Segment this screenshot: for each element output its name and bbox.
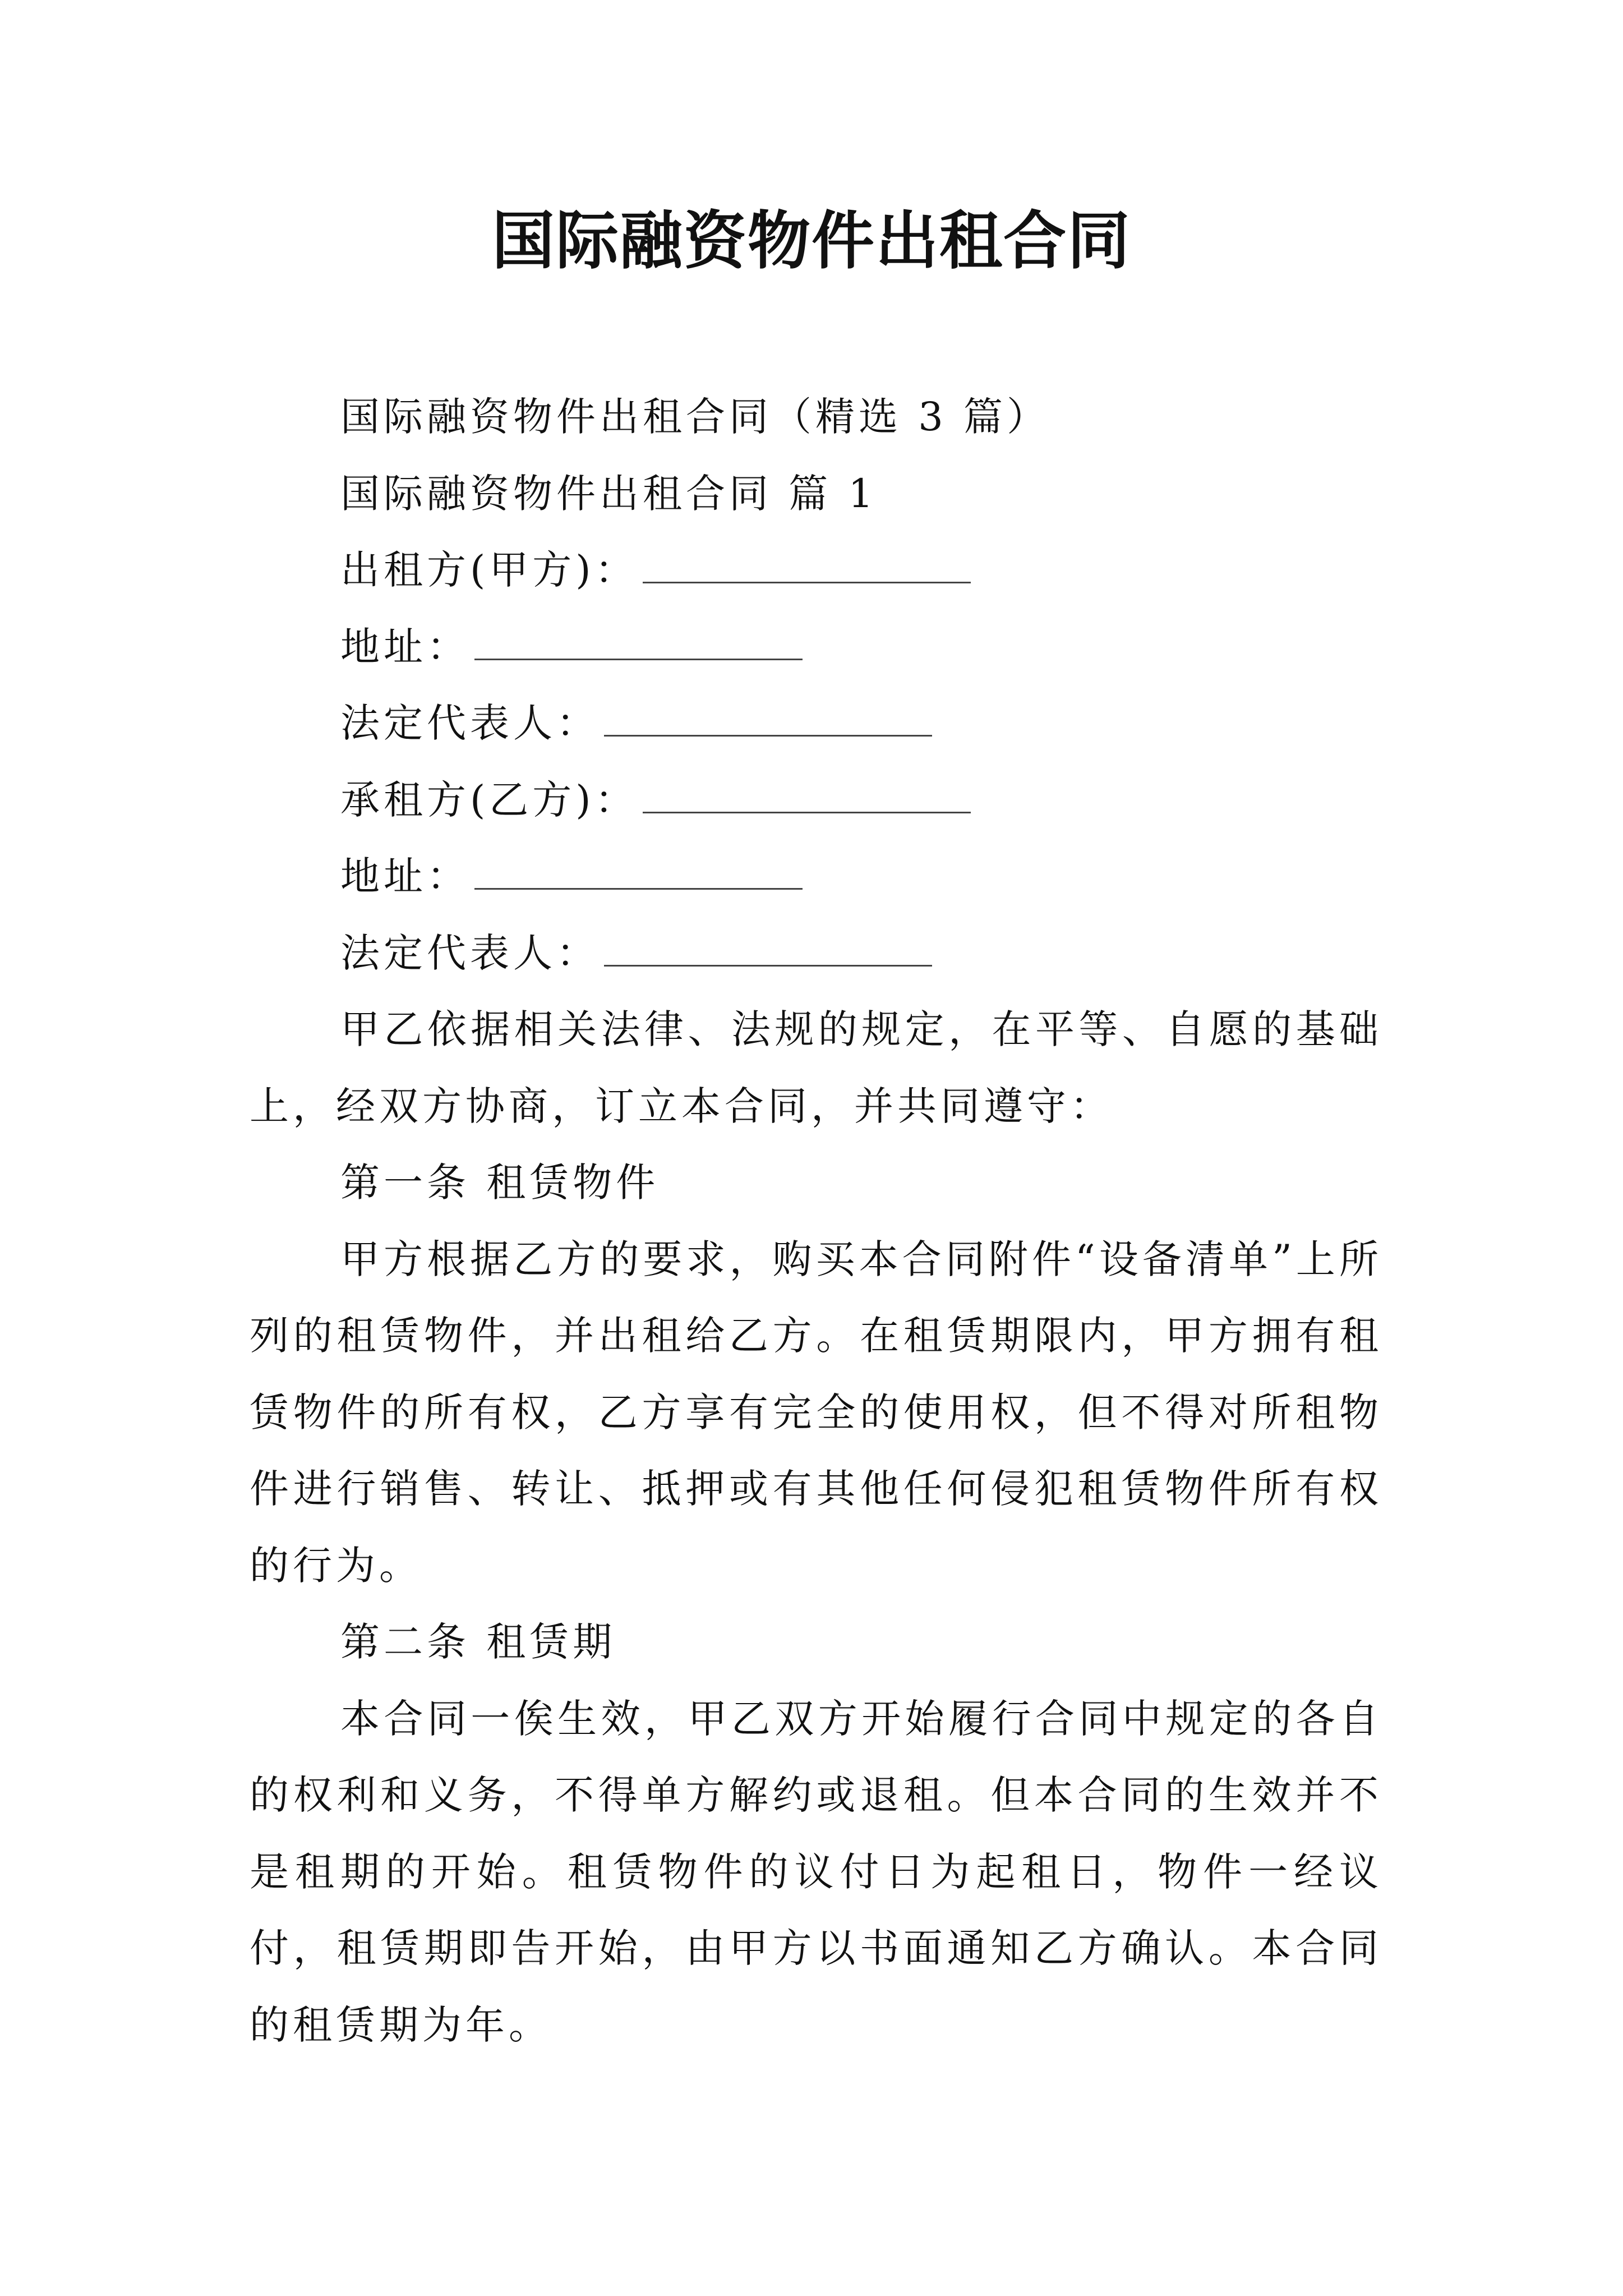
article-2-text: 本合同一俟生效，甲乙双方开始履行合同中规定的各自的权利和义务，不得单方解约或退租。但本合同的生效并不是租期的开始。租赁物件的议付日为起租日，物件一经议付，租赁期即告开始，由甲方以书面通知乙方确认。本合同的租赁期为年。	[250, 1695, 1382, 2048]
blank-line	[474, 619, 803, 660]
blank-line	[643, 542, 971, 583]
field-label: 出租方(甲方)：	[340, 547, 638, 593]
article-1-heading: 第一条 租赁物件	[340, 1159, 660, 1205]
document-subtitle: 国际融资物件出租合同（精选 3 篇）	[340, 394, 1050, 440]
blank-line	[604, 926, 932, 967]
field-label: 法定代表人：	[340, 930, 600, 976]
field-lessor	[250, 532, 1382, 609]
field-label: 法定代表人：	[340, 700, 600, 746]
field-lessee-representative	[250, 915, 1382, 992]
field-lessee-address	[250, 838, 1382, 915]
preamble-paragraph: 甲乙依据相关法律、法规的规定，在平等、自愿的基础上，经双方协商，订立本合同，并共同遵守：	[250, 1006, 1382, 1129]
field-lessor-representative	[250, 685, 1382, 762]
field-lessee	[250, 762, 1382, 839]
field-lessor-address	[250, 609, 1382, 685]
blank-line	[604, 696, 932, 737]
article-2-heading: 第二条 租赁期	[340, 1619, 616, 1665]
document-body	[250, 379, 1382, 2063]
field-label: 承租方(乙方)：	[340, 776, 638, 823]
field-label: 地址：	[340, 623, 470, 670]
field-label: 地址：	[340, 853, 470, 899]
blank-line	[474, 849, 803, 890]
part-heading: 国际融资物件出租合同 篇 1	[340, 470, 878, 517]
document-title: 国际融资物件出租合同	[492, 204, 1131, 278]
blank-line	[643, 772, 971, 813]
article-1-text: 甲方根据乙方的要求，购买本合同附件“设备清单”上所列的租赁物件，并出租给乙方。在租赁期限内，甲方拥有租赁物件的所有权，乙方享有完全的使用权，但不得对所租物件进行销售、转让、抵押或有其他任何侵犯租赁物件所有权的行为。	[250, 1236, 1382, 1589]
